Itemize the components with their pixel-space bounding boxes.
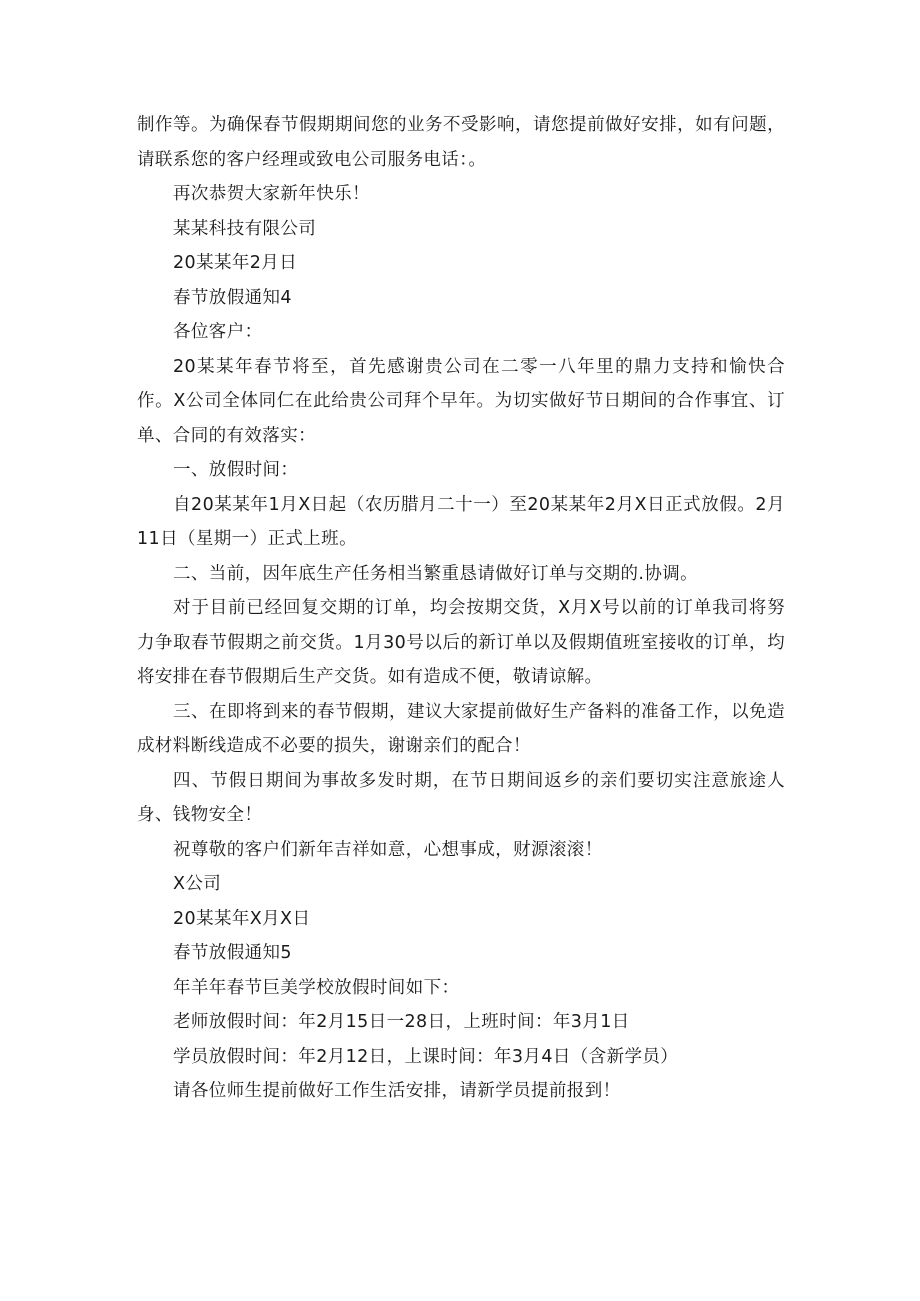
paragraph-3: 某某科技有限公司 [173,218,317,239]
paragraph-13: 四、节假日期间为事故多发时期，在节日期间返乡的亲们要切实注意旅途人身、钱物安全！ [137,770,785,825]
paragraph-6: 各位客户： [173,322,263,342]
paragraph-12: 三、在即将到来的春节假期，建议大家提前做好生产备料的准备工作，以免造成材料断线造成不必要的损失，谢谢亲们的配合！ [137,701,785,756]
paragraph-11: 对于目前已经回复交期的订单，均会按期交货，X月X号以前的订单我司将努力争取春节假期之前交货。1月30号以后的新订单以及假期值班室接收的订单，均将安排在春节假期后生产交货。如有造成不便，敬请谅解。 [137,598,785,687]
paragraph-14: 祝尊敬的客户们新年吉祥如意，心想事成，财源滚滚！ [173,839,603,860]
paragraph-1: 制作等。为确保春节假期期间您的业务不受影响，请您提前做好安排，如有问题，请联系您的客户经理或致电公司服务电话：。 [137,115,785,170]
paragraph-17: 春节放假通知5 [173,943,292,963]
paragraph-16: 20某某年X月X日 [173,908,311,929]
paragraph-5: 春节放假通知4 [173,287,292,308]
paragraph-8: 一、放假时间： [173,460,299,480]
paragraph-19: 老师放假时间：年2月15日一28日，上班时间：年3月1日 [173,1012,630,1032]
paragraph-21: 请各位师生提前做好工作生活安排，请新学员提前报到！ [173,1081,621,1101]
paragraph-20: 学员放假时间：年2月12日，上课时间：年3月4日（含新学员） [173,1046,679,1067]
paragraph-2: 再次恭贺大家新年快乐！ [173,184,370,204]
paragraph-18: 年羊年春节巨美学校放假时间如下： [173,977,460,998]
paragraph-10: 二、当前，因年底生产任务相当繁重恳请做好订单与交期的.协调。 [173,563,699,584]
document-body [137,108,785,1109]
paragraph-9: 自20某某年1月X日起（农历腊月二十一）至20某某年2月X日正式放假。2月11日（星期一）正式上班。 [137,494,785,549]
paragraph-4: 20某某年2月日 [173,253,298,273]
paragraph-7: 20某某年春节将至，首先感谢贵公司在二零一八年里的鼎力支持和愉快合作。X公司全体同仁在此给贵公司拜个早年。为切实做好节日期间的合作事宜、订单、合同的有效落实： [137,356,785,446]
paragraph-15: X公司 [173,874,222,894]
